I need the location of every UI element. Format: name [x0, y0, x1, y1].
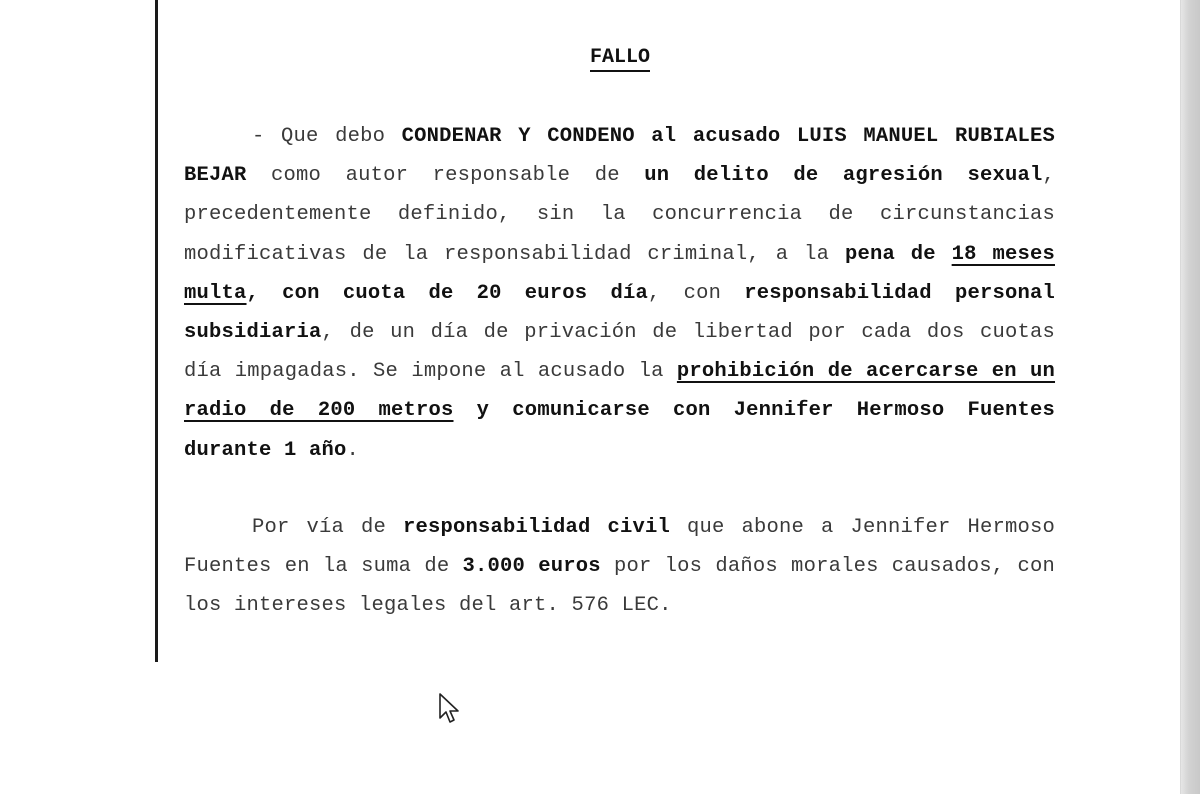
ruling-paragraph: [184, 117, 1055, 470]
p1-subsidiary: responsabilidad personal subsidiaria: [184, 281, 1055, 345]
p1-text-3: como autor responsable de: [246, 164, 645, 188]
p1-text-1: - Que debo: [252, 125, 402, 148]
p1-text-10: , con: [647, 281, 745, 305]
p1-conviction: CONDENAR Y CONDENO al acusado LUIS MANUEL RUBIALES BEJAR: [184, 125, 1055, 188]
p2-text-3: que abone a Jennifer Hermoso Fuentes en la suma de: [184, 516, 1055, 579]
p1-offense: un delito de agresión sexual: [644, 164, 1043, 188]
mouse-pointer-icon: [438, 692, 462, 726]
civil-liability-paragraph: [184, 508, 1055, 626]
p1-restraining-order: prohibición de acercarse en un radio de 200 metros: [184, 360, 1056, 423]
p1-space-2: [454, 399, 477, 422]
title-text: FALLO: [590, 46, 650, 72]
p1-no-contact: y comunicarse con Jennifer Hermoso Fuentes durante 1 año: [184, 399, 1055, 462]
page-left-border: [155, 0, 158, 662]
p2-civil-liability: responsabilidad civil: [402, 516, 671, 539]
p1-penalty-months: 18 meses multa: [184, 242, 1055, 305]
p1-text-5: , precedentemente definido, sin la concurrencia de circunstancias modificativas de la responsabilidad criminal, a la: [184, 164, 1055, 266]
p1-text-12: , de un día de privación de libertad por cada dos cuotas día impagadas. Se impone al acusado la: [184, 321, 1055, 384]
p1-penalty-label: pena de: [844, 242, 936, 266]
p1-space: [936, 243, 952, 266]
scrollbar[interactable]: [1180, 0, 1200, 794]
document-title: [560, 45, 680, 71]
p2-text-1: Por vía de: [252, 516, 403, 539]
p2-text-5: por los daños morales causados, con los intereses legales del art. 576 LEC.: [184, 555, 1055, 618]
p2-amount: 3.000 euros: [462, 555, 601, 579]
p1-daily-fee: , con cuota de 20 euros día: [246, 281, 648, 305]
p1-period: .: [346, 438, 360, 462]
